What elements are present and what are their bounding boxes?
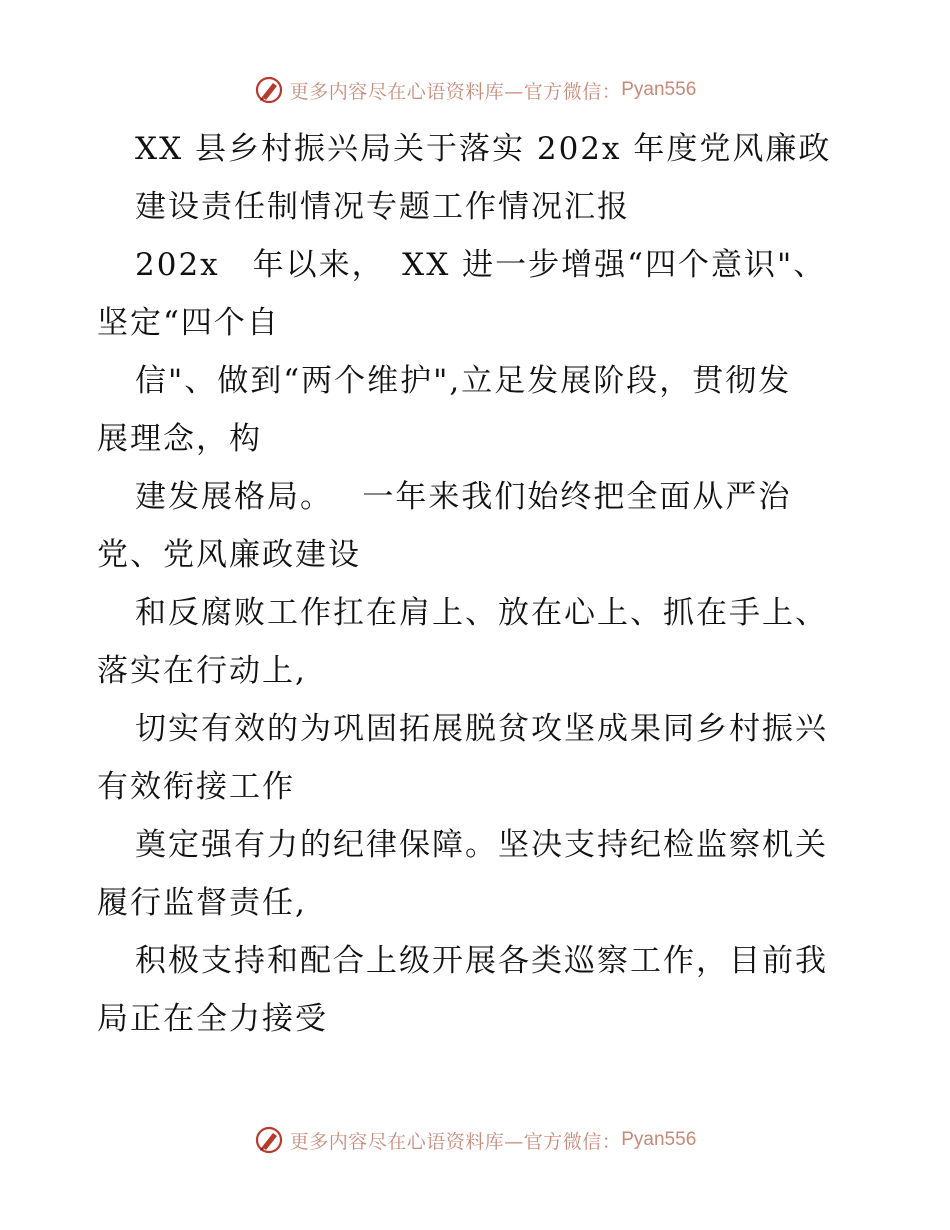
footer-watermark xyxy=(0,1123,950,1157)
body-line: 积极支持和配合上级开展各类巡察工作，目前我 xyxy=(135,943,828,979)
document-title-line-2: 建设责任制情况专题工作情况汇报 xyxy=(135,189,630,225)
body-line: 有效衔接工作 xyxy=(97,769,295,805)
document-title-line-1: XX 县乡村振兴局关于落实 202x 年度党风廉政 xyxy=(135,131,832,167)
body-line: 奠定强有力的纪律保障。坚决支持纪检监察机关 xyxy=(135,827,828,863)
body-line: 党、党风廉政建设 xyxy=(97,537,361,573)
body-line: 履行监督责任, xyxy=(97,885,307,921)
body-line: 坚定“四个自 xyxy=(97,305,280,341)
body-line: 局正在全力接受 xyxy=(97,1001,328,1037)
body-line: 落实在行动上, xyxy=(97,653,307,689)
watermark-text: 更多内容尽在心语资料库—官方微信： xyxy=(289,1130,622,1153)
body-line: 建发展格局。 一年来我们始终把全面从严治 xyxy=(135,479,792,515)
watermark-text: 更多内容尽在心语资料库—官方微信： xyxy=(289,80,622,103)
body-line: 切实有效的为巩固拓展脱贫攻坚成果同乡村振兴 xyxy=(135,711,828,747)
watermark-wechat-id: Pyan556 xyxy=(621,79,697,100)
watermark-wechat-id: Pyan556 xyxy=(621,1129,697,1150)
body-line: 信"、做到“两个维护",立足发展阶段，贯彻发 xyxy=(135,363,792,399)
header-watermark xyxy=(0,73,950,107)
body-line: 展理念，构 xyxy=(97,421,262,457)
body-line: 202x 年以来， XX 进一步增强“四个意识"、 xyxy=(135,247,827,283)
pen-logo-icon xyxy=(254,75,284,105)
document-body xyxy=(97,120,857,1048)
pen-logo-icon xyxy=(254,1125,284,1155)
body-line: 和反腐败工作扛在肩上、放在心上、抓在手上、 xyxy=(135,595,828,631)
